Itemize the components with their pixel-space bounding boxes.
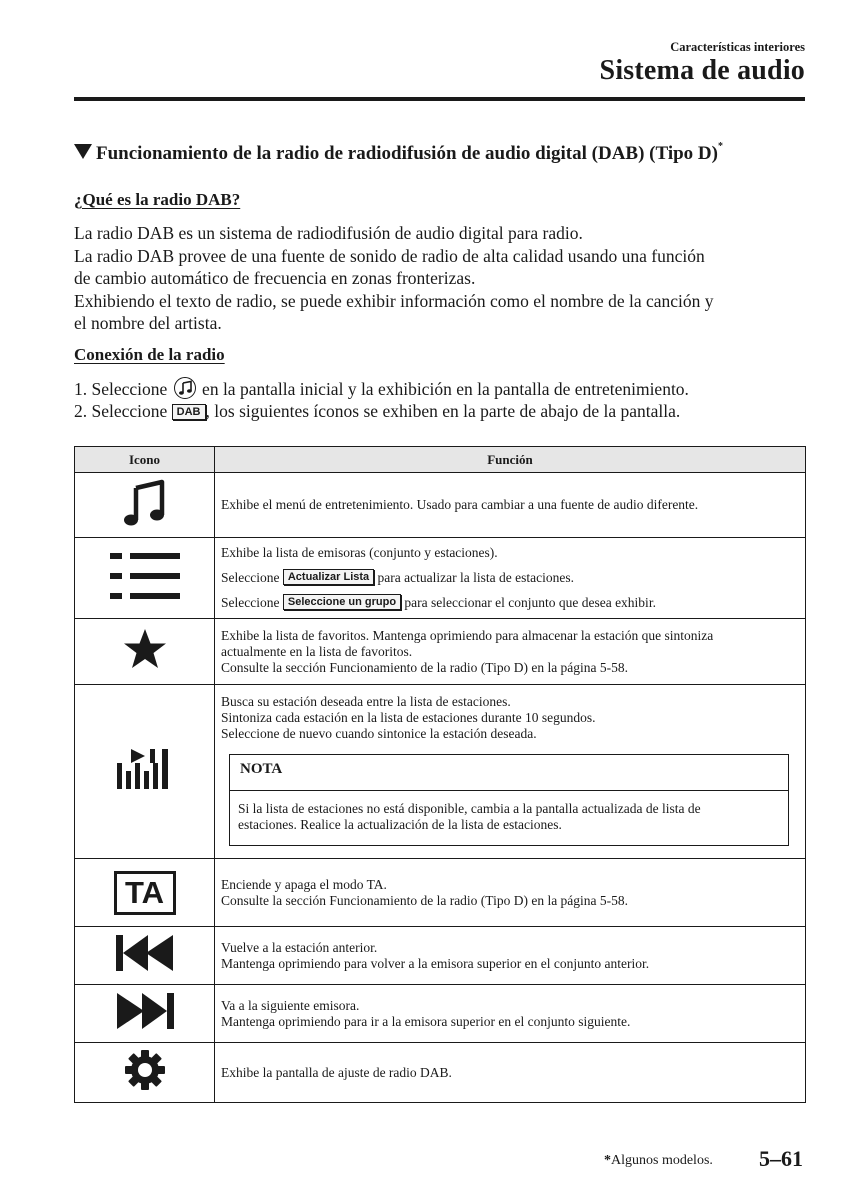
footnote-text: Algunos modelos.: [611, 1153, 713, 1168]
icon-cell: [75, 619, 215, 685]
function-cell: [215, 619, 806, 685]
footnote: [604, 1153, 713, 1169]
table-row: [75, 985, 806, 1043]
star-icon: [123, 628, 167, 670]
table-row: [75, 538, 806, 619]
ta-icon: [114, 871, 176, 915]
next-icon: [116, 993, 174, 1029]
table-row: [75, 473, 806, 538]
function-text: Consulte la sección Funcionamiento de la radio (Tipo D) en la página 5-58.: [221, 892, 629, 908]
function-cell: [215, 1043, 806, 1103]
step-1-prefix: 1. Seleccione: [74, 379, 172, 399]
note-title: NOTA: [230, 755, 788, 791]
icon-function-table: [74, 446, 806, 1103]
dab-button: DAB: [172, 404, 206, 420]
icon-cell: [75, 927, 215, 985]
update-list-button: Actualizar Lista: [283, 569, 374, 585]
page-number: 5–61: [759, 1146, 803, 1171]
function-text: Consulte la sección Funcionamiento de la radio (Tipo D) en la página 5-58.: [221, 659, 629, 675]
previous-icon: [116, 935, 174, 971]
function-text: Exhibe la pantalla de ajuste de radio DAB.: [221, 1064, 452, 1080]
icon-cell: [75, 538, 215, 619]
paragraph-line: el nombre del artista.: [74, 313, 222, 333]
table-row: [75, 859, 806, 927]
what-is-dab-paragraph: [74, 222, 814, 335]
scan-icon: [117, 749, 173, 789]
function-text: Busca su estación deseada entre la lista de estaciones.: [221, 693, 511, 709]
gear-icon: [125, 1050, 165, 1090]
note-text: estaciones. Realice la actualización de la lista de estaciones.: [238, 816, 562, 832]
icon-cell: [75, 685, 215, 859]
function-text: Exhibe la lista de favoritos. Mantenga oprimiendo para almacenar la estación que sintoniza: [221, 627, 714, 643]
section-kicker: Características interiores: [670, 40, 805, 54]
select-group-button: Seleccione un grupo: [283, 594, 401, 610]
group-suffix: para seleccionar el conjunto que desea exhibir.: [401, 595, 656, 610]
table-row: [75, 619, 806, 685]
header-divider: [74, 97, 805, 101]
function-text: Exhibe la lista de emisoras (conjunto y estaciones).: [221, 545, 498, 560]
function-text: Va a la siguiente emisora.: [221, 997, 360, 1013]
step-1-suffix: en la pantalla inicial y la exhibición en la pantalla de entretenimiento.: [197, 379, 689, 399]
paragraph-line: La radio DAB es un sistema de radiodifusión de audio digital para radio.: [74, 223, 583, 243]
function-text: Mantenga oprimiendo para volver a la emisora superior en el conjunto anterior.: [221, 955, 650, 971]
function-text: actualmente en la lista de favoritos.: [221, 643, 413, 659]
icon-cell: [75, 985, 215, 1043]
triangle-bullet-icon: [74, 144, 92, 159]
table-row: [75, 1043, 806, 1103]
icon-cell: [75, 473, 215, 538]
table-row: [75, 685, 806, 859]
select-prefix: Seleccione: [221, 570, 283, 585]
function-cell: [215, 985, 806, 1043]
connection-heading: Conexión de la radio: [74, 345, 225, 364]
what-is-dab-heading: ¿Qué es la radio DAB?: [74, 190, 241, 209]
column-header-icon: Icono: [75, 447, 215, 473]
update-suffix: para actualizar la lista de estaciones.: [374, 570, 574, 585]
function-cell: [215, 685, 806, 859]
update-list-line: [221, 569, 799, 586]
function-text: Vuelve a la estación anterior.: [221, 939, 378, 955]
function-text: Mantenga oprimiendo para ir a la emisora superior en el conjunto siguiente.: [221, 1013, 631, 1029]
ta-icon-label: TA: [124, 874, 165, 910]
function-text: Sintoniza cada estación en la lista de estaciones durante 10 segundos.: [221, 709, 596, 725]
function-cell: [215, 859, 806, 927]
music-note-icon: [174, 377, 196, 399]
icon-cell: [75, 1043, 215, 1103]
paragraph-line: de cambio automático de frecuencia en zonas fronterizas.: [74, 268, 476, 288]
note-body: [230, 791, 788, 845]
note-box: [229, 754, 789, 846]
column-header-function: Función: [215, 447, 806, 473]
page-title: Sistema de audio: [599, 55, 805, 86]
section-heading: [74, 143, 723, 165]
function-cell: [215, 927, 806, 985]
function-text: Seleccione de nuevo cuando sintonice la estación deseada.: [221, 725, 537, 741]
table-header-row: [75, 447, 806, 473]
function-text: Exhibe el menú de entretenimiento. Usado para cambiar a una fuente de audio diferente.: [221, 497, 699, 512]
select-group-line: [221, 594, 799, 611]
step-2-suffix: , los siguientes íconos se exhiben en la parte de abajo de la pantalla.: [205, 401, 681, 421]
section-heading-text: Funcionamiento de la radio de radiodifusión de audio digital (DAB) (Tipo D): [96, 143, 718, 164]
paragraph-line: La radio DAB provee de una fuente de sonido de radio de alta calidad usando una función: [74, 245, 705, 266]
music-note-icon: [123, 479, 167, 527]
note-text: Si la lista de estaciones no está disponible, cambia a la pantalla actualizada de lista de: [238, 800, 701, 816]
footnote-mark: *: [717, 141, 723, 152]
icon-cell: [75, 859, 215, 927]
footnote-mark: *: [604, 1153, 611, 1168]
step-1: [74, 377, 689, 400]
select-prefix: Seleccione: [221, 595, 283, 610]
function-cell: [215, 473, 806, 538]
paragraph-line: Exhibiendo el texto de radio, se puede exhibir información como el nombre de la canción y: [74, 290, 714, 311]
step-2-prefix: 2. Seleccione: [74, 401, 172, 421]
table-row: [75, 927, 806, 985]
function-text: Enciende y apaga el modo TA.: [221, 876, 387, 892]
list-icon: [110, 553, 180, 599]
function-cell: [215, 538, 806, 619]
step-2: [74, 400, 680, 422]
